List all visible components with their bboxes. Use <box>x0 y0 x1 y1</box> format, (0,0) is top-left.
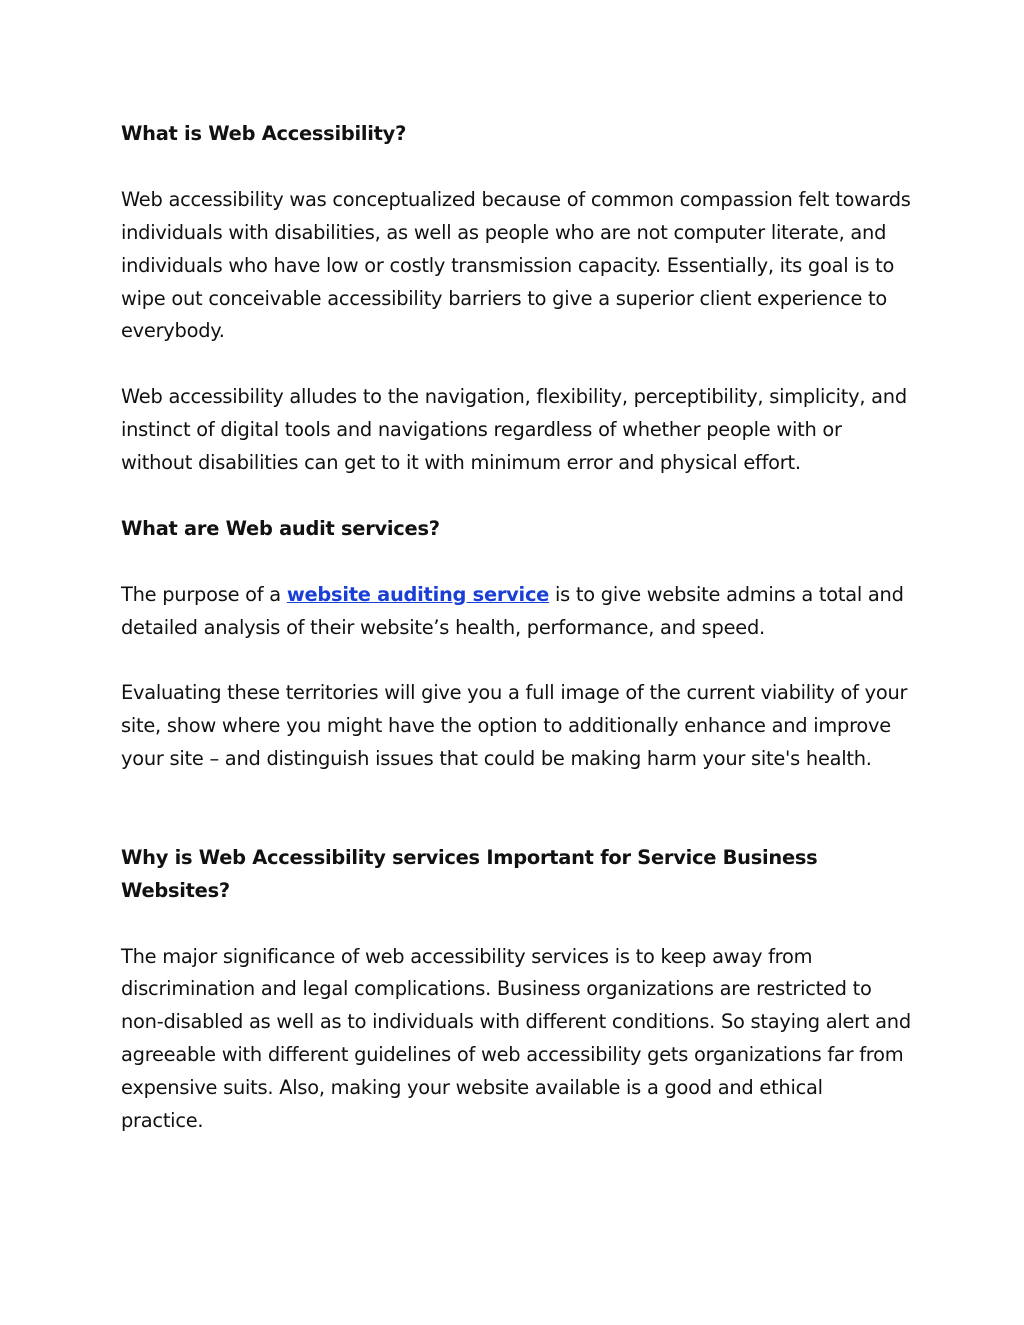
paragraph-audit-purpose-tail: is to give website admins a total and detailed analysis of their website’s health, performance, and speed. <box>121 582 904 639</box>
spacer <box>121 151 911 184</box>
paragraph-audit-purpose-lead: The purpose of a <box>121 582 287 606</box>
heading-web-audit-services: What are Web audit services? <box>121 516 440 540</box>
paragraph-web-accessibility-intro: Web accessibility was conceptualized because of common compassion felt towards individuals with disabilities, as well as people who are not computer literate, and individuals who have low or costly transmission capacity. Essentially, its goal is to wipe out conceivable accessibility barriers to give a superior client experience to everybody. <box>121 187 911 343</box>
spacer <box>121 776 911 842</box>
paragraph-major-significance: The major significance of web accessibility services is to keep away from discrimination and legal complications. Business organizations are restricted to non-disabled as well as to individuals with different conditions. So staying alert and agreeable with different guidelines of web accessibility gets organizations far from expensive suits. Also, making your website available is a good and ethical practice. <box>121 944 911 1133</box>
spacer <box>121 908 911 941</box>
heading-why-accessibility-important: Why is Web Accessibility services Important for Service Business Websites? <box>121 845 818 902</box>
spacer <box>121 348 911 381</box>
heading-what-is-web-accessibility: What is Web Accessibility? <box>121 122 407 145</box>
paragraph-audit-purpose <box>121 579 911 645</box>
spacer <box>121 480 911 513</box>
paragraph-web-accessibility-definition: Web accessibility alludes to the navigation, flexibility, perceptibility, simplicity, and instinct of digital tools and navigations regardless of whether people with or without disabilities can get to it with minimum error and physical effort. <box>121 385 907 475</box>
spacer <box>121 644 911 677</box>
paragraph-evaluating-territories: Evaluating these territories will give you a full image of the current viability of your site, show where you might have the option to additionally enhance and improve your site – and distinguish issues that could be making harm your site's health. <box>121 681 908 771</box>
document-body <box>121 118 911 1138</box>
spacer <box>121 546 911 579</box>
website-auditing-service-link[interactable]: website auditing service <box>286 582 550 606</box>
